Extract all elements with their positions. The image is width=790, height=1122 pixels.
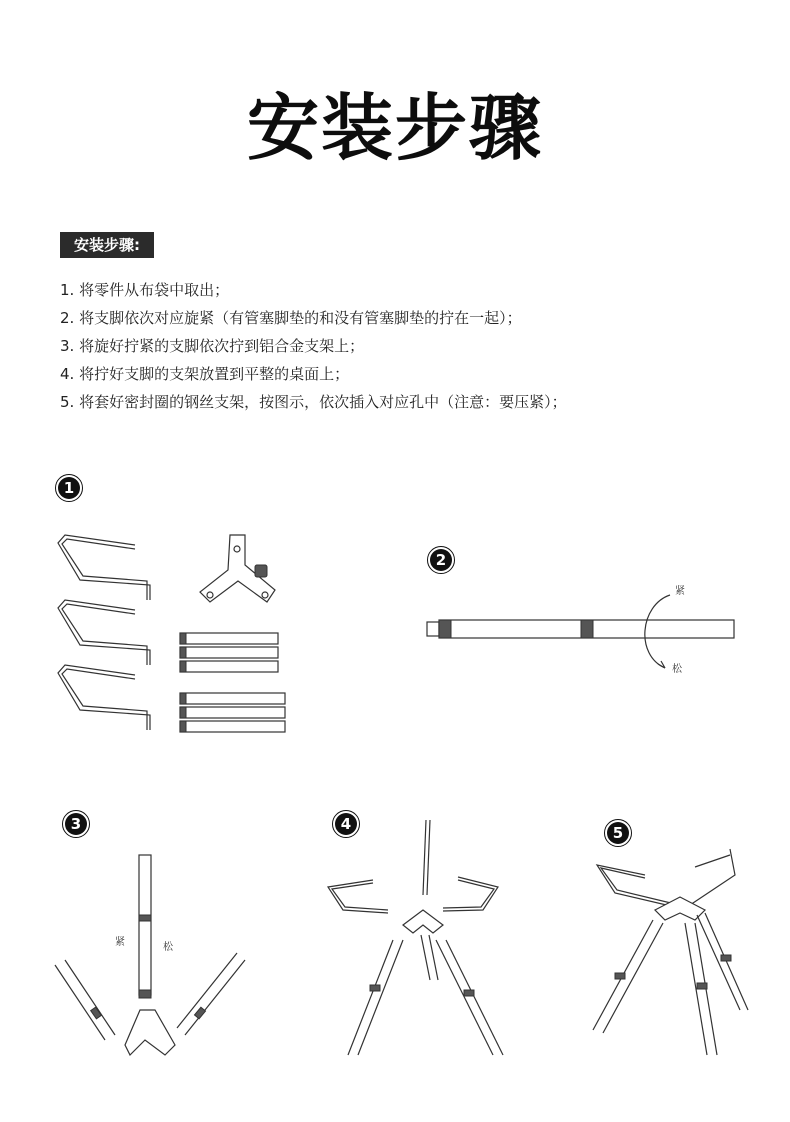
leg-tubes bbox=[180, 633, 285, 732]
fig3-loosen-label: 松 bbox=[163, 942, 173, 953]
figure-4-stand-illustration bbox=[318, 815, 518, 1065]
step-5: 5. 将套好密封圈的钢丝支架，按图示，依次插入对应孔中（注意：要压紧）； bbox=[60, 393, 567, 411]
figure-3-legs-attach-illustration bbox=[45, 850, 265, 1070]
step-4: 4. 将拧好支脚的支架放置到平整的桌面上； bbox=[60, 365, 350, 383]
section-badge: 安装步骤: bbox=[60, 232, 154, 258]
tighten-label: 紧 bbox=[675, 586, 685, 597]
wire-bracket-1 bbox=[58, 535, 150, 600]
aluminum-y-bracket bbox=[200, 535, 275, 602]
figure-5-number: 5 bbox=[607, 822, 629, 844]
loosen-label: 松 bbox=[672, 664, 682, 675]
step-3: 3. 将旋好拧紧的支脚依次拧到铝合金支架上； bbox=[60, 337, 365, 355]
figure-1-number: 1 bbox=[58, 477, 80, 499]
figure-2-tube-illustration bbox=[425, 580, 745, 690]
fig3-tighten-label: 紧 bbox=[115, 937, 125, 948]
figure-1-parts-illustration bbox=[50, 525, 340, 755]
figure-5-assembled-illustration bbox=[585, 835, 765, 1065]
figure-2-number: 2 bbox=[430, 549, 452, 571]
figure-4-number: 4 bbox=[335, 813, 357, 835]
step-2: 2. 将支脚依次对应旋紧（有管塞脚垫的和没有管塞脚垫的拧在一起）； bbox=[60, 309, 522, 327]
figure-3-number: 3 bbox=[65, 813, 87, 835]
steps-list bbox=[60, 276, 567, 416]
step-1: 1. 将零件从布袋中取出； bbox=[60, 281, 230, 299]
wire-bracket-2 bbox=[58, 600, 150, 665]
wire-bracket-3 bbox=[58, 665, 150, 730]
page-title: 安装步骤 bbox=[246, 86, 543, 170]
